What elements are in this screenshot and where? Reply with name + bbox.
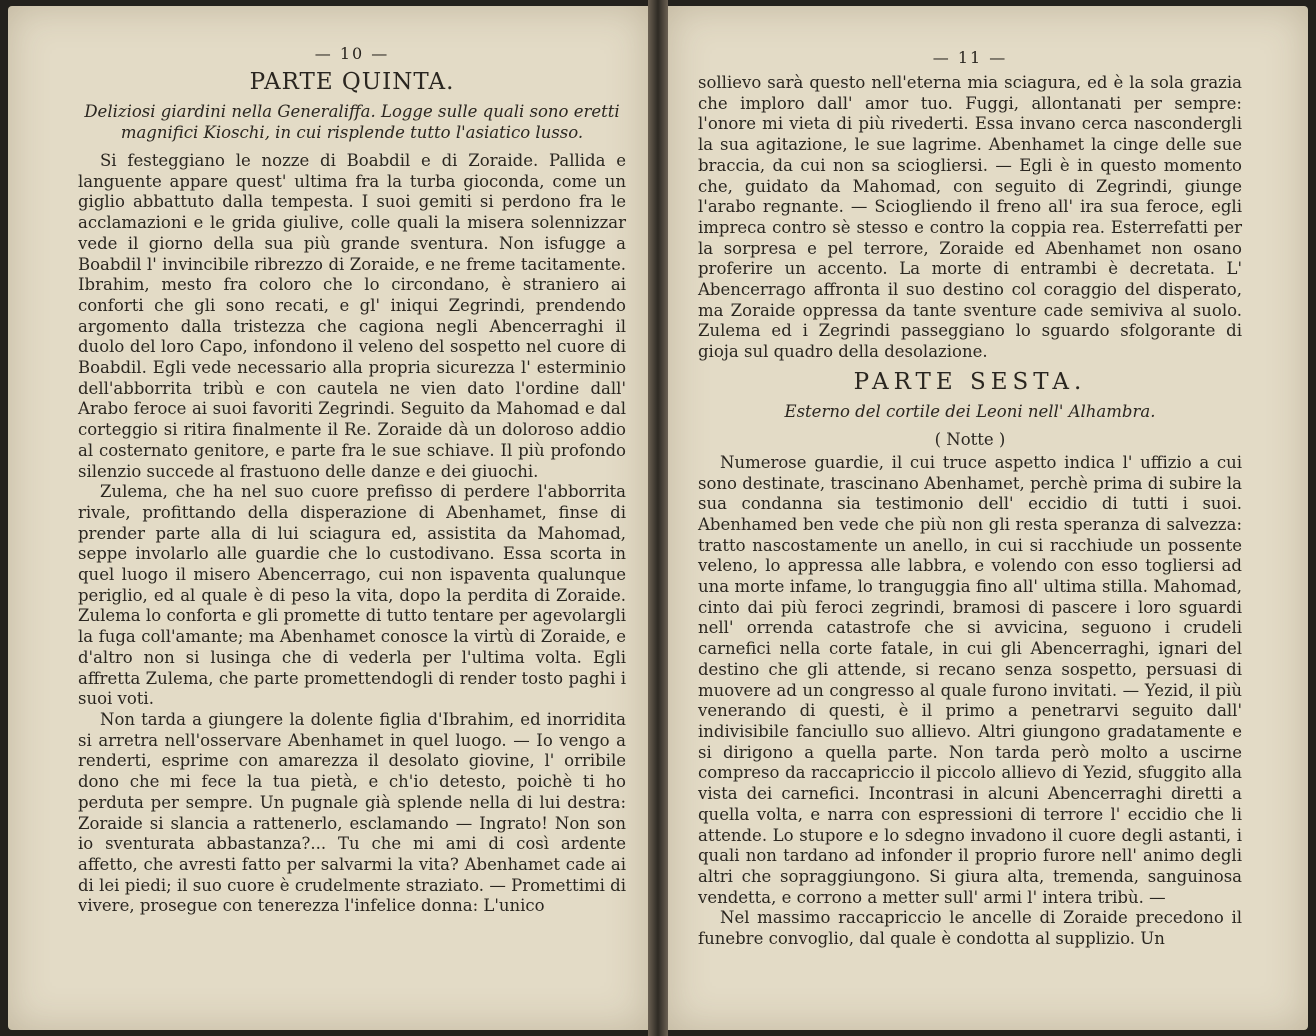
- left-page: [8, 6, 648, 1030]
- paragraph: Zulema, che ha nel suo cuore prefisso di perdere l'abborrita rivale, profittando della disperazione di Abenhamet, finse di prender parte alla di lui sciagura ed, assistita da Mahomad, seppe involarlo alle guardie che lo custodivano. Essa scorta in quel luogo il misero Abencerrago, cui non ispaventa qualunque periglio, ed al quale è di peso la vita, dopo la perdita di Zoraide. Zulema lo conforta e gli promette di tutto tentare per agevolargli la fuga coll'amante; ma Abenhamet conosce la virtù di Zoraide, e d'altro non si lusinga che di vederla per l'ultima volta. Egli affretta Zulema, che parte promettendogli di render tosto paghi i suoi voti.: [78, 482, 626, 709]
- page-number: — 11 —: [932, 48, 1008, 67]
- part-heading: PARTE SESTA.: [853, 368, 1087, 395]
- part-heading: PARTE QUINTA.: [249, 69, 455, 95]
- time-indication: ( Notte ): [934, 429, 1006, 449]
- paragraph: Non tarda a giungere la dolente figlia d'Ibrahim, ed inorridita si arretra nell'osservare Abenhamet in quel luogo. — Io vengo a renderti, esprime con amarezza il desolato giovine, l' orribile dono che mi fece la tua pietà, e ch'io detesto, poichè ti ho perduta per sempre. Un pugnale già splende nella di lui destra: Zoraide si slancia a rattenerlo, esclamando — Ingrato! Non son io sventurata abbastanza?... Tu che mi ami di così ardente affetto, che avresti fatto per salvarmi la vita? Abenhamet cade ai di lei piedi; il suo cuore è crudelmente straziato. — Promettimi di vivere, prosegue con tenerezza l'infelice donna: L'unico: [78, 709, 626, 916]
- right-page: [668, 6, 1308, 1030]
- scene-description: Deliziosi giardini nella Generaliffa. Logge sulle quali sono eretti magnifici Kioschi, in cui risplende tutto l'asiatico lusso.: [84, 102, 620, 142]
- left-page-text-block: [78, 44, 626, 1020]
- book-gutter: [648, 0, 668, 1036]
- scene-description: Esterno del cortile dei Leoni nell' Alhambra.: [784, 401, 1156, 421]
- paragraph: sollievo sarà questo nell'eterna mia sciagura, ed è la sola grazia che imploro dall' amor tuo. Fuggi, allontanati per sempre: l'onore mi vieta di più rivederti. Essa invano cerca nascondergli la sua agitazione, le sue lagrime. Abenhamet la cinge delle sue braccia, da cui non sa sciogliersi. — Egli è in questo momento che, guidato da Mahomad, con seguito di Zegrindi, giunge l'arabo regnante. — Sciogliendo il freno all' ira sua feroce, egli impreca contro sè stesso e contro la coppia rea. Esterrefatti per la sorpresa e pel terrore, Zoraide ed Abenhamet non osano proferire un accento. La morte di entrambi è decretata. L' Abencerrago affronta il suo destino col coraggio del disperato, ma Zoraide oppressa da tante sventure cade semiviva al suolo. Zulema ed i Zegrindi passeggiano lo sguardo sfolgorante di gioja sul quadro della desolazione.: [698, 73, 1242, 362]
- paragraph: Nel massimo raccapriccio le ancelle di Zoraide precedono il funebre convoglio, dal quale è condotta al supplizio. Un: [698, 908, 1242, 949]
- paragraph: Numerose guardie, il cui truce aspetto indica l' uffizio a cui sono destinate, trascinano Abenhamet, perchè prima di subire la sua condanna sia testimonio dell' eccidio di tutti i suoi. Abenhamed ben vede che più non gli resta speranza di salvezza: tratto nascostamente un anello, in cui si racchiude un possente veleno, lo appressa alle labbra, e volendo con esso togliersi ad una morte infame, lo tranguggia fino all' ultima stilla. Mahomad, cinto dai più feroci zegrindi, bramosi di pascere i loro sguardi nell' orrenda catastrofe che si avvicina, seguono i crudeli carnefici nella corte fatale, in cui gli Abencerraghi, ignari del destino che gli attende, si recano senza sospetto, persuasi di muovere ad un congresso al quale furono invitati. — Yezid, il più venerando di questi, è il primo a penetrarvi seguito dall' indivisibile fanciullo suo allievo. Altri giungono gradatamente e si dirigono a quella parte. Non tarda però molto a uscirne compreso da raccapriccio il piccolo allievo di Yezid, sfuggito alla vista dei carnefici. Incontrasi in alcuni Abencerraghi diretti a quella volta, e narra con espressioni di terrore l' eccidio che li attende. Lo stupore e lo sdegno invadono il cuore degli astanti, i quali non tardano ad infonder il proprio furore nell' animo degli altri che sopraggiungono. Si giura alta, tremenda, sanguinosa vendetta, e corrono a metter sull' armi l' intera tribù. —: [698, 452, 1242, 907]
- paragraph: Si festeggiano le nozze di Boabdil e di Zoraide. Pallida e languente appare quest' ultima fra la turba gioconda, come un giglio abbattuto dalla tempesta. I suoi gemiti si perdono fra le acclamazioni e le grida giulive, colle quali la misera solennizzar vede il giorno della sua più grande sventura. Non isfugge a Boabdil l' invincibile ribrezzo di Zoraide, e ne freme tacitamente. Ibrahim, mesto fra coloro che lo circondano, è straniero ai conforti che gli sono recati, e gl' iniqui Zegrindi, prendendo argomento dalla tristezza che cagiona negli Abencerraghi il duolo del loro Capo, infondono il veleno del sospetto nel cuore di Boabdil. Egli vede necessario alla propria sicurezza l' esterminio dell'abborrita tribù e con cautela ne vien dato l'ordine dall' Arabo feroce ai suoi favoriti Zegrindi. Seguito da Mahomad e dal corteggio si ritira finalmente il Re. Zoraide dà un doloroso addio al costernato genitore, e parte fra le sue schiave. Il più profondo silenzio succede al frastuono delle danze e dei giuochi.: [78, 151, 626, 481]
- page-number: — 10 —: [314, 44, 390, 63]
- right-page-text-block: [698, 48, 1242, 1020]
